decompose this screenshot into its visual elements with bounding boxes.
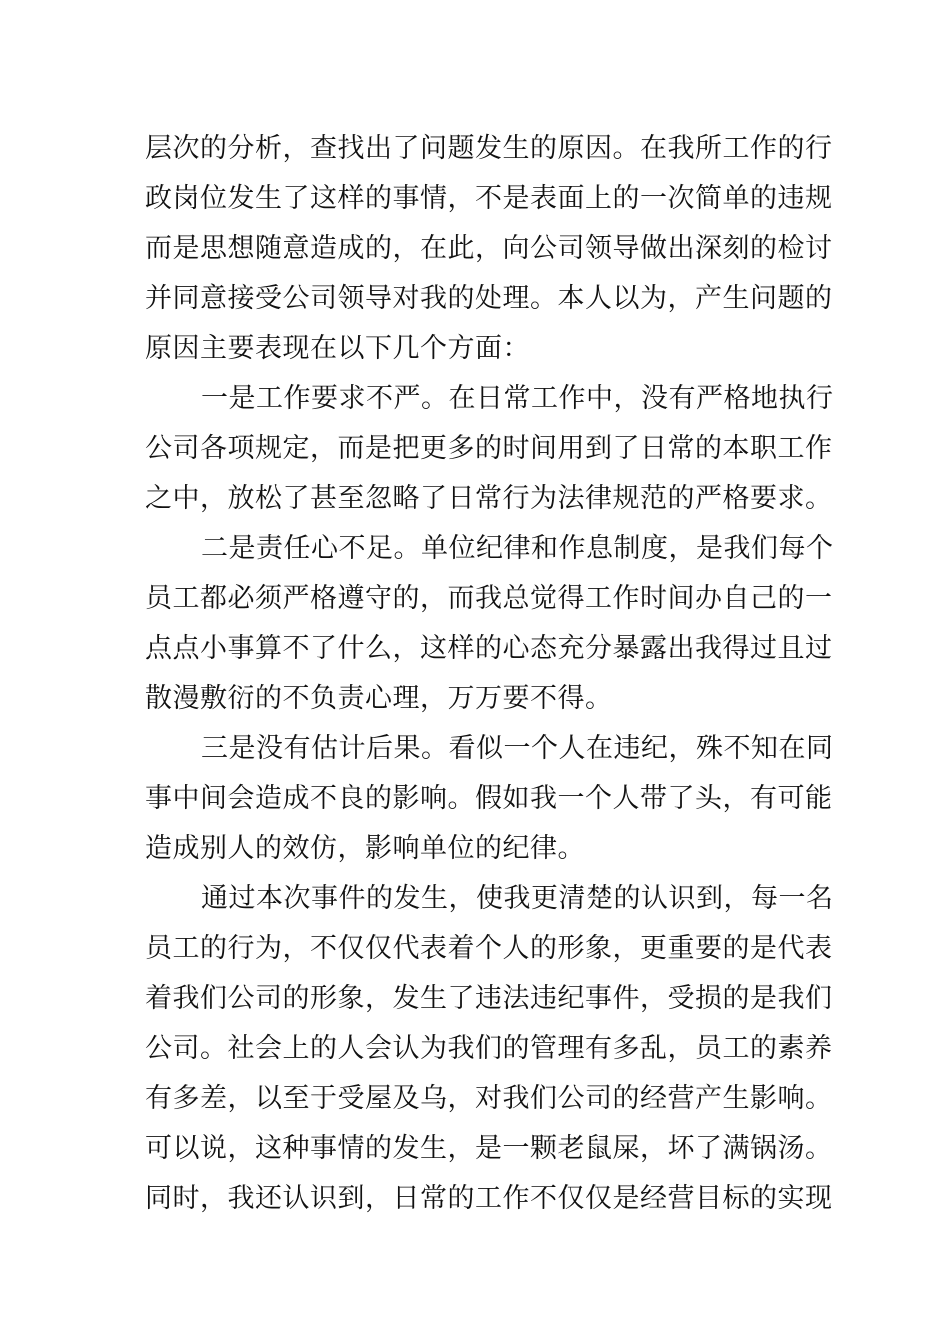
text-line: 员工的行为，不仅仅代表着个人的形象，更重要的是代表: [145, 933, 833, 964]
text-line: 原因主要表现在以下几个方面：: [145, 333, 530, 364]
text-line: 造成别人的效仿，影响单位的纪律。: [145, 833, 585, 864]
text-line: 公司。社会上的人会认为我们的管理有多乱，员工的素养: [145, 1033, 833, 1064]
text-line: 散漫敷衍的不负责心理，万万要不得。: [145, 683, 613, 714]
paragraph-start-line: 通过本次事件的发生，使我更清楚的认识到，每一名: [201, 883, 834, 914]
text-line: 同时，我还认识到，日常的工作不仅仅是经营目标的实现: [145, 1183, 833, 1214]
paragraph-start-line: 三是没有估计后果。看似一个人在违纪，殊不知在同: [201, 733, 834, 764]
text-line: 事中间会造成不良的影响。假如我一个人带了头，有可能: [145, 783, 833, 814]
text-line: 之中，放松了甚至忽略了日常行为法律规范的严格要求。: [145, 483, 833, 514]
text-line: 政岗位发生了这样的事情，不是表面上的一次简单的违规: [145, 183, 833, 214]
paragraph-start-line: 二是责任心不足。单位纪律和作息制度，是我们每个: [201, 533, 834, 564]
text-line: 而是思想随意造成的，在此，向公司领导做出深刻的检讨: [145, 233, 833, 264]
text-line: 可以说，这种事情的发生，是一颗老鼠屎，坏了满锅汤。: [145, 1133, 833, 1164]
text-line: 员工都必须严格遵守的，而我总觉得工作时间办自己的一: [145, 583, 833, 614]
text-line: 层次的分析，查找出了问题发生的原因。在我所工作的行: [145, 133, 833, 164]
text-line: 着我们公司的形象，发生了违法违纪事件，受损的是我们: [145, 983, 833, 1014]
paragraph-start-line: 一是工作要求不严。在日常工作中，没有严格地执行: [201, 383, 834, 414]
body-text: [145, 124, 834, 1224]
text-line: 并同意接受公司领导对我的处理。本人以为，产生问题的: [145, 283, 833, 314]
text-line: 有多差，以至于受屋及乌，对我们公司的经营产生影响。: [145, 1083, 833, 1114]
text-line: 公司各项规定，而是把更多的时间用到了日常的本职工作: [145, 433, 833, 464]
text-line: 点点小事算不了什么，这样的心态充分暴露出我得过且过: [145, 633, 833, 664]
